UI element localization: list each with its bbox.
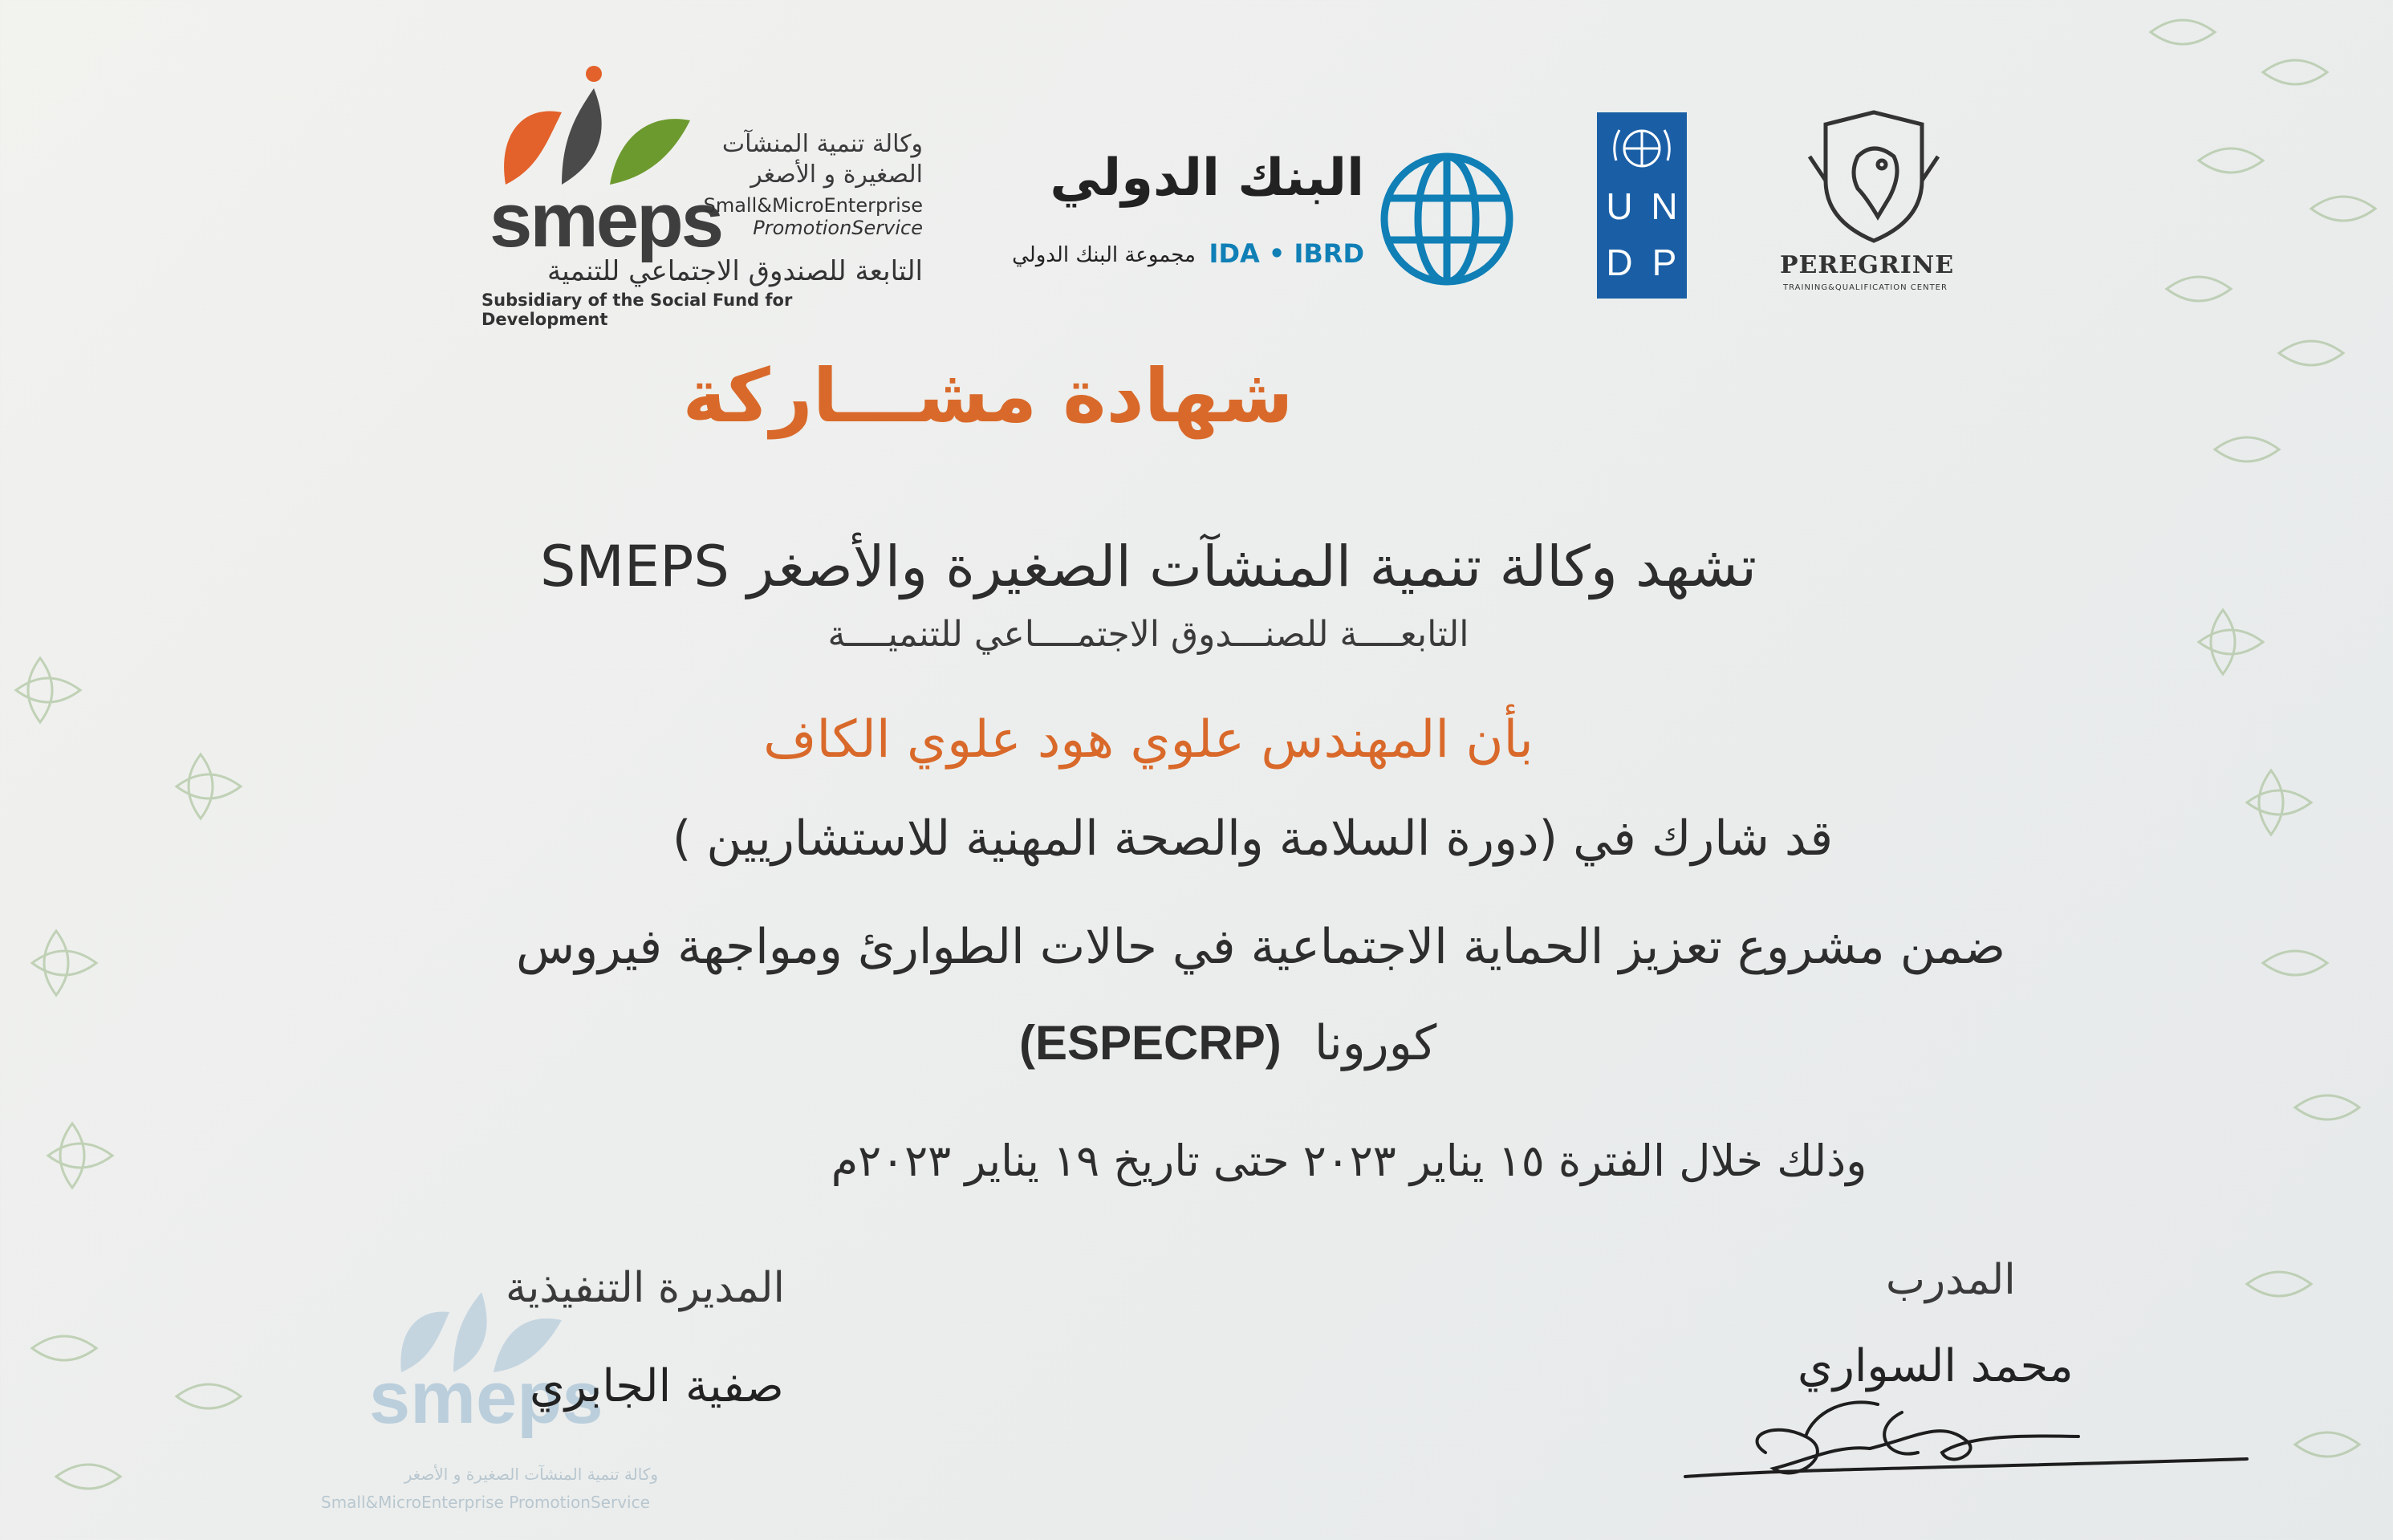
smeps-logo <box>481 56 931 329</box>
smeps-watermark-en: Small&MicroEnterprise PromotionService <box>321 1493 650 1512</box>
smeps-watermark-ar: وكالة تنمية المنشآت الصغيرة و الأصغر <box>404 1465 658 1484</box>
smeps-en-subsidiary: Subsidiary of the Social Fund for Development <box>481 291 793 329</box>
issuer-subsidiary-line: التابعــــة للصنـــدوق الاجتمــــاعي للتنميــــة <box>827 614 1469 655</box>
un-emblem-icon <box>1610 120 1674 177</box>
course-line: قد شارك في (دورة السلامة والصحة المهنية للاستشاريين ) <box>672 811 1834 867</box>
world-bank-logo <box>1003 148 1517 293</box>
smeps-ar-name-line2: الصغيرة و الأصغر <box>750 161 923 189</box>
peregrine-logo <box>1773 108 1974 301</box>
period-line: وذلك خلال الفترة ١٥ يناير ٢٠٢٣ حتى تاريخ ١٩ يناير ٢٠٢٣م <box>831 1136 1867 1186</box>
smeps-ar-subsidiary: التابعة للصندوق الاجتماعي للتنمية <box>547 255 923 287</box>
certificate-title: شهادة مشـــاركة <box>682 353 1294 439</box>
world-bank-ar-name: البنك الدولي <box>1050 148 1364 208</box>
world-bank-ar-group: مجموعة البنك الدولي <box>1012 243 1196 267</box>
undp-letter-u: U <box>1606 185 1633 227</box>
peregrine-subtitle: TRAINING&QUALIFICATION CENTER <box>1783 283 1948 292</box>
recipient-line: بأن المهندس علوي هود علوي الكاف <box>763 710 1534 770</box>
undp-letter-d: D <box>1606 242 1633 283</box>
smeps-watermark-brand: smeps <box>369 1357 603 1439</box>
smeps-en-line1: Small&MicroEnterprise <box>703 194 923 217</box>
undp-logo <box>1597 112 1687 299</box>
executive-director-label: المديرة التنفيذية <box>506 1264 785 1312</box>
project-line: ضمن مشروع تعزيز الحماية الاجتماعية في حالات الطوارئ ومواجهة فيروس <box>515 919 2006 975</box>
project-line-2 <box>1019 1015 1436 1071</box>
smeps-brand-text: smeps <box>490 177 722 263</box>
world-bank-en-name: IDA • IBRD <box>1209 238 1364 269</box>
trainer-label: المدرب <box>1886 1256 2016 1304</box>
undp-letter-p: P <box>1652 242 1677 283</box>
smeps-en-line2: PromotionService <box>753 217 923 239</box>
undp-letter-n: N <box>1651 185 1678 227</box>
executive-director-name: صفية الجابري <box>530 1360 784 1412</box>
issuer-line: تشهد وكالة تنمية المنشآت الصغيرة والأصغر SMEPS <box>540 534 1757 599</box>
peregrine-name: PEREGRINE <box>1780 251 1955 279</box>
falcon-shield-icon <box>1802 108 1946 245</box>
smeps-ar-name-line1: وكالة تنمية المنشآت <box>721 130 923 158</box>
project-acronym: (ESPECRP) <box>1019 1016 1282 1070</box>
trainer-name: محمد السواري <box>1798 1340 2074 1392</box>
globe-icon <box>1376 148 1517 289</box>
ornament-pattern-right <box>2103 0 2393 1540</box>
project-corona-word: كورونا <box>1314 1015 1437 1071</box>
smeps-leaves-icon <box>490 56 698 193</box>
trainer-signature-icon <box>1677 1364 2255 1501</box>
